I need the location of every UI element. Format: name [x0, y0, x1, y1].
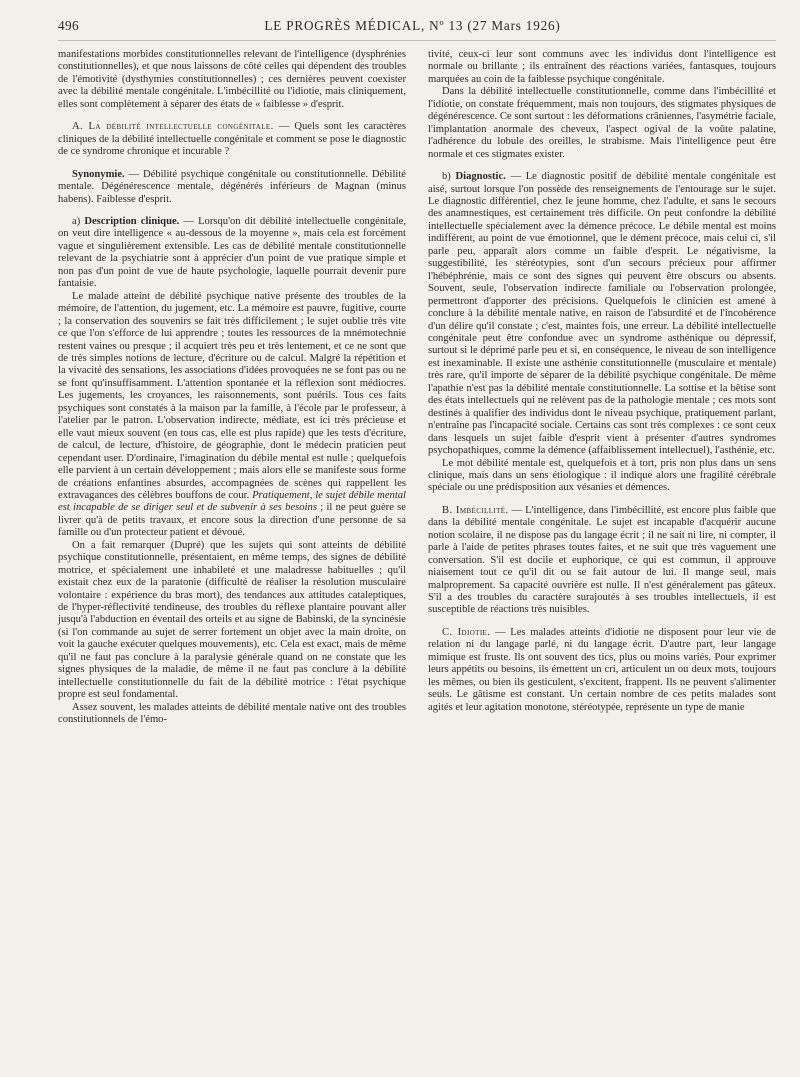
- paragraph: tivité, ceux-ci leur sont communs avec les individus dont l'intelligence est normale ou brillante ; ils entraînent des réactions variées, fantasques, toujours marquées au coin de la faiblesse psychique congénitale.: [428, 49, 776, 85]
- text-columns: [58, 49, 776, 727]
- page-number: 496: [58, 18, 79, 33]
- left-column: [58, 49, 406, 727]
- paragraph: Assez souvent, les malades atteints de débilité mentale native ont des troubles constitutionnels de l'émo-: [58, 701, 406, 726]
- synonymie-paragraph: Synonymie. — Débilité psychique congénitale ou constitutionnelle. Débilité mentale. Dégénérescence mentale, dégénérés inférieurs de Magnan (minus habens). Faiblesse d'esprit.: [58, 168, 406, 205]
- subheading: Description clinique.: [84, 215, 180, 227]
- section-c: C. Idiotie. — Les malades atteints d'idiotie ne disposent pour leur vie de relation ni du langage parlé, ni du langage écrit. D'autre part, leur langage mimique est fruste. Ils ont souvent des tics, plus ou moins variés. Pour exprimer leurs appétits ou besoins, ils émettent un cri, articulent un ou deux mots, toujours les mêmes, ou bien ils gesticulent, s'excitent, frappent. Ils ne peuvent s'alimenter seuls. Le gâtisme est constant. Un certain nombre de ces petits malades sont agités et leur agitation monotone, stéréotypée, représente un type de manie: [428, 626, 777, 713]
- paragraph: Dans la débilité intellectuelle constitutionnelle, comme dans l'imbécillité et l'idiotie, on constate fréquemment, mais non toujours, des stigmates physiques de dégénérescence. Ce sont surtout : les déformations crâniennes, l'asymétrie faciale, l'implantation anormale des cheveux, l'aspect ogival de la voûte palatine, l'adhérence du lobule des oreilles, le strabisme. Mais l'intelligence peut être normale et ces stigmates exister.: [428, 86, 776, 160]
- paragraph: Le mot débilité mentale est, quelquefois et à tort, pris non plus dans un sens clinique, mais dans un sens étiologique : il indique alors une fragilité cérébrale spéciale ou une prédisposition aux vésanies et démences.: [428, 457, 776, 494]
- description-paragraph: a) Description clinique. — Lorsqu'on dit débilité intellectuelle congénitale, on veut dire intelligence « au-dessous de la moyenne », mais cela est forcément vague et singulièrement extensible. Les cas de débilité mentale constitutionnelle relevant de la psychiatrie sont à apprécier d'un point de vue pratique simple et non pas d'un point de vue de haute psychologie, laquelle pourrait devenir pure fantaisie.: [58, 215, 406, 290]
- running-header: [58, 18, 776, 41]
- paragraph: Le malade atteint de débilité psychique native présente des troubles de la mémoire, de l'attention, du jugement, etc. La mémoire est pauvre, fugitive, courte ; la conservation des souvenirs se fait très difficilement ; le sujet oublie très vite ce que l'on s'efforce de lui apprendre ; toutes les ressources de la mnémotechnie restent vaines ou presque ; il acquiert très peu et très lentement, et ce ne sont que de très simples notions de lecture, d'écriture ou de calcul. Malgré la répétition et la vivacité des sensations, les associations d'idées provoquées ne se font pas ou ne se font qu'insuffisamment. L'attention spontanée et la réflexion sont médiocres. Les jugements, les croyances, les raisonnements, sont puérils. Tous ces faits psychiques sont constatés à la maison par la famille, à l'école par le professeur, à l'atelier par le patron. L'observation indirecte, médiate, est ici très précieuse et elle vaut mieux souvent (en tous cas, elle est plus rapide) que les tests d'écriture, de calcul, de lecture, d'histoire, de géographie, dont le médecin praticien peut cependant user. D'ordinaire, l'imagination du débile mental est nulle ; quelquefois elle parvient à un certain développement ; mais alors elle se manifeste sous forme de créations enfantines absurdes, accompagnées de scènes qui rappellent les extravagances des célèbres bouffons de cour. Pratiquement, le sujet débile mental est incapable de se diriger seul et de subvenir à ses besoins ; il ne peut guère se livrer qu'à de petits travaux, et encore sous la direction d'une personne de sa famille ou d'un protecteur patient et dévoué.: [58, 290, 407, 539]
- paragraph: manifestations morbides constitutionnelles relevant de l'intelligence (dysphrénies constitutionnelles), et que nous laissons de côté celles qui dépendent des troubles de l'émotivité (dysthymies constitutionnelles) ; ces dernières peuvent coexister avec la débilité mentale congénitale. L'imbécillité ou l'idiotie, mais cliniquement, elles sont complètement à séparer des états de « faiblesse » d'esprit.: [58, 49, 406, 110]
- section-b: B. Imbécillité. — L'intelligence, dans l'imbécillité, est encore plus faible que dans la débilité mentale congénitale. Le sujet est incapable d'acquérir aucune notion scolaire, il ne dispose pas du langage écrit ; il ne sait ni lire, ni compter, il parle à l'aide de petites phrases toutes faites, et ne suit que très vaguement une conversation. S'il est docile et euphorique, ce qui est commun, il approuve niaisement tout ce qu'il dit ou se fait autour de lui. Il mange seul, mais malproprement. Sa capacité ouvrière est nulle. Il n'est généralement pas gâteux. S'il a des troubles du caractère surajoutés à ses troubles intellectuels, il est susceptible de réactions très nuisibles.: [428, 504, 776, 616]
- section-heading: C. Idiotie.: [442, 626, 491, 638]
- section-a: A. La débilité intellectuelle congénitale. — Quels sont les caractères cliniques de la débilité intellectuelle congénitale et comment se pose le diagnostic de ce syndrome chronique et incurable ?: [58, 121, 406, 158]
- section-heading: A. La débilité intellectuelle congénitale.: [72, 121, 274, 133]
- paragraph: On a fait remarquer (Dupré) que les sujets qui sont atteints de débilité psychique constitutionnelle, présentaient, en même temps, des signes de débilité motrice, et spécialement une inhabileté et une maladresse habituelles ; qu'il existait chez eux de la paratonie (difficulté de réaliser la résolution musculaire volontaire : expérience du bras mort), des tendances aux attitudes cataleptiques, de l'hyper-réflectivité tendineuse, des troubles du réflexe plantaire pouvant aller jusqu'à l'abduction en éventail des orteils et au signe de Babinski, de la syncinésie (si l'on commande au sujet de serrer fortement un objet avec la main droite, on voit la gauche exécuter quelques mouvements), etc. Cela est exact, mais de même qu'il ne faut pas conclure à la paralysie générale quand on ne constate que les signes physiques de la maladie, de même il ne faut pas conclure à la débilité intellectuelle constitutionnelle du fait de la débilité motrice : l'état psychique propre est seul fondamental.: [58, 539, 406, 701]
- subheading: Synonymie.: [72, 168, 125, 180]
- right-column: [428, 49, 776, 727]
- diagnostic-paragraph: b) Diagnostic. — Le diagnostic positif de débilité mentale congénitale est aisé, surtout lorsque l'on possède des renseignements de l'entourage sur le sujet. Le diagnostic différentiel, chez le jeune homme, chez l'adulte, et sans le secours des anamnestiques, est certainement très difficile. On peut confondre la débilité intellectuelle spécialement avec la démence précoce. Le débile mental est moins indifférent, au point de vue émotionnel, que le dément précoce, mais celui ci, s'il parle peu, apparaît alors comme un faible d'esprit. Le négativisme, la suggestibilité, les stéréotypies, sont d'un secours précieux pour affirmer l'hébéphrénie, mais ce sont des signes qui peuvent être obscurs ou absents. Souvent, seule, l'observation indirecte familiale ou l'observation prolongée, permettront d'apporter des précisions. Quelquefois le clinicien est amené à conclure à la débilité mentale native, en raison de l'absurdité et de l'incohérence d'un délire qu'il constate ; c'est, maintes fois, une erreur. La débilité intellectuelle congénitale peut être confondue avec un syndrome asthénique ou dépressif, surtout si le déprimé parle peu et si, en conséquence, le niveau de son intelligence est inexaminable. Il existe une asthénie constitutionnelle (musculaire et mentale) très rare, qu'il importe de séparer de la débilité psychique congénitale. De même l'apathie n'est pas la débilité mentale constitutionnelle. La sottise et la bêtise sont des états intellectuels qui ne relèvent pas de la pathologie mentale ; ces mots sont destinés à qualifier des individus dont le niveau psychique, pratiquement parlant, n'entraîne pas l'incapacité sociale. Certains cas sont très complexes : ce sont ceux dans lesquels un sujet faible d'esprit vient à présenter d'autres syndromes psychopathiques, comme la démence (affaiblissement intellectuel), l'asthénie, etc.: [428, 171, 776, 457]
- section-heading: B. Imbécillité.: [442, 504, 509, 516]
- journal-title: LE PROGRÈS MÉDICAL, Nº 13 (27 Mars 1926): [264, 18, 561, 33]
- subheading: Diagnostic.: [455, 171, 506, 183]
